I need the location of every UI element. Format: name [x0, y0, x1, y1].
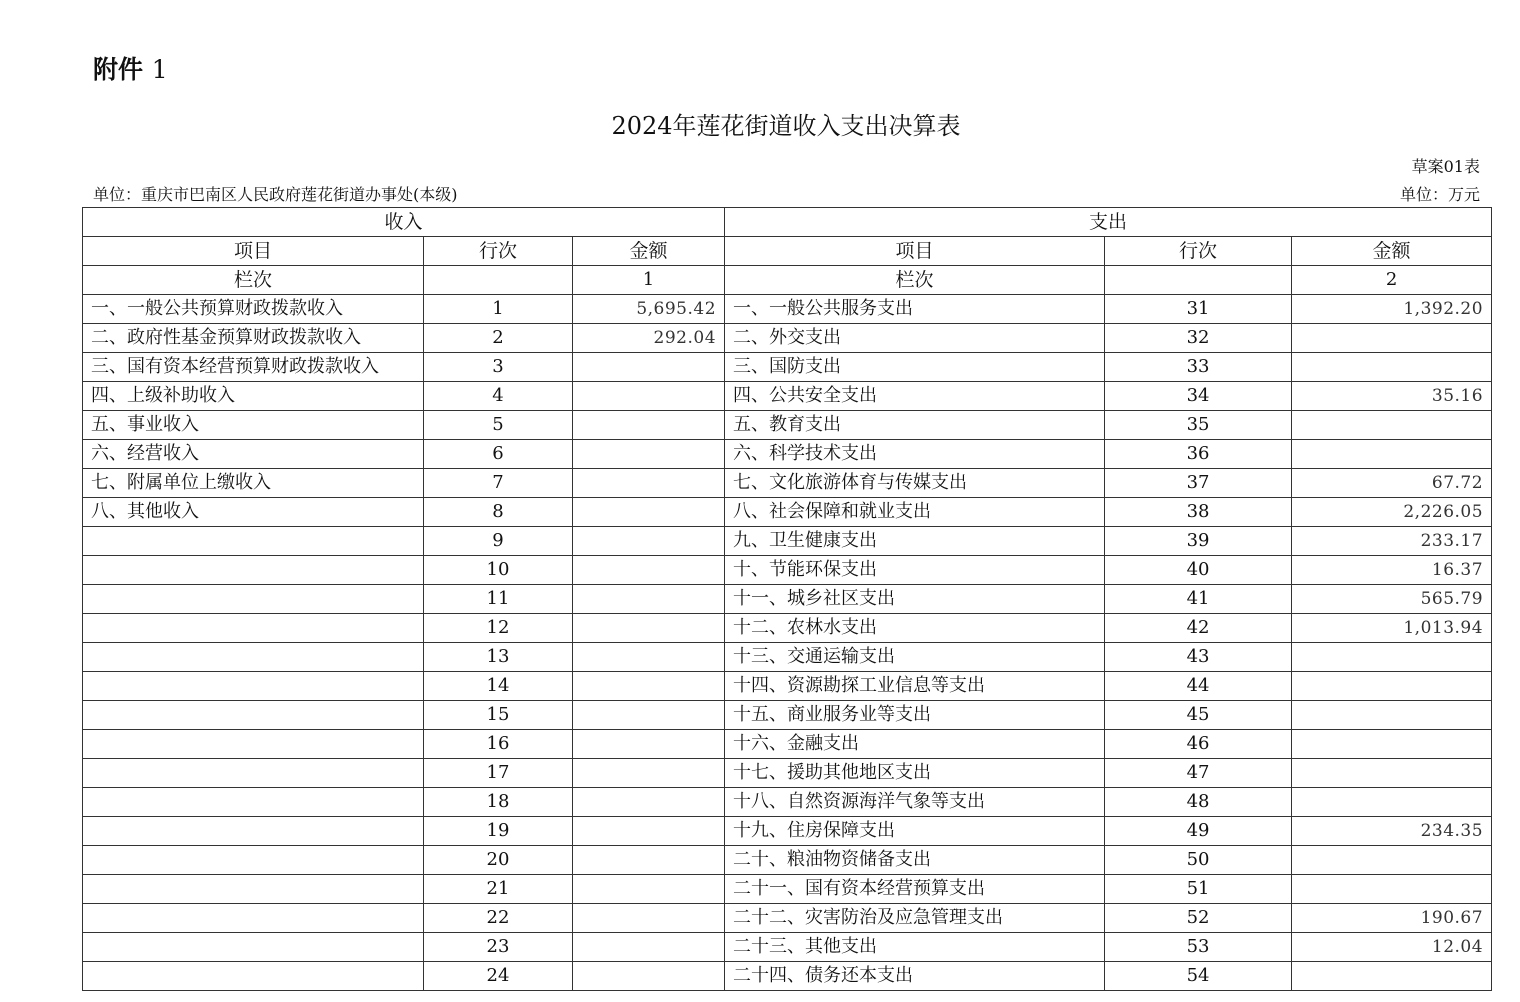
- income-item-cell: 八、其他收入: [83, 498, 424, 527]
- income-line-cell: 20: [424, 846, 573, 875]
- income-amount-cell: [573, 962, 725, 991]
- expense-line-cell: 42: [1105, 614, 1292, 643]
- income-line-cell: 15: [424, 701, 573, 730]
- expense-amount-header: 金额: [1292, 237, 1492, 266]
- table-row: [83, 672, 1492, 701]
- expense-line-cell: 49: [1105, 817, 1292, 846]
- expense-item-cell: 十五、商业服务业等支出: [725, 701, 1105, 730]
- expense-amount-cell: [1292, 701, 1492, 730]
- expense-line-cell: 32: [1105, 324, 1292, 353]
- income-line-cell: 6: [424, 440, 573, 469]
- income-amount-cell: [573, 411, 725, 440]
- income-line-cell: 23: [424, 933, 573, 962]
- expense-line-cell: 54: [1105, 962, 1292, 991]
- expense-item-cell: 十四、资源勘探工业信息等支出: [725, 672, 1105, 701]
- table-row: [83, 875, 1492, 904]
- income-item-cell: [83, 875, 424, 904]
- income-line-cell: 22: [424, 904, 573, 933]
- table-row: [83, 295, 1492, 324]
- expense-line-cell: 41: [1105, 585, 1292, 614]
- expense-item-cell: 二十一、国有资本经营预算支出: [725, 875, 1105, 904]
- income-amount-cell: [573, 382, 725, 411]
- table-row: [83, 614, 1492, 643]
- expense-amount-cell: [1292, 962, 1492, 991]
- income-amount-cell: 292.04: [573, 324, 725, 353]
- income-item-cell: [83, 933, 424, 962]
- expense-item-cell: 十八、自然资源海洋气象等支出: [725, 788, 1105, 817]
- expense-line-cell: 38: [1105, 498, 1292, 527]
- table-row: [83, 382, 1492, 411]
- income-line-cell: 4: [424, 382, 573, 411]
- table-row: [83, 962, 1492, 991]
- income-amount-cell: [573, 527, 725, 556]
- expense-line-cell: 35: [1105, 411, 1292, 440]
- income-item-cell: [83, 643, 424, 672]
- column-header-row: [83, 237, 1492, 266]
- income-line-cell: 3: [424, 353, 573, 382]
- expense-item-cell: 十六、金融支出: [725, 730, 1105, 759]
- income-item-cell: [83, 614, 424, 643]
- form-number: 草案01表: [1411, 157, 1480, 176]
- income-item-cell: [83, 759, 424, 788]
- income-item-cell: [83, 585, 424, 614]
- income-item-header: 项目: [83, 237, 424, 266]
- income-amount-cell: [573, 498, 725, 527]
- income-amount-cell: [573, 759, 725, 788]
- income-item-cell: [83, 730, 424, 759]
- income-section-header: 收入: [83, 208, 725, 237]
- expense-line-cell: 40: [1105, 556, 1292, 585]
- income-line-cell: 9: [424, 527, 573, 556]
- table-row: [83, 411, 1492, 440]
- expense-item-cell: 十七、援助其他地区支出: [725, 759, 1105, 788]
- expense-amount-cell: [1292, 440, 1492, 469]
- income-line-cell: 13: [424, 643, 573, 672]
- expense-column-number: 2: [1292, 266, 1492, 295]
- income-line-cell: 2: [424, 324, 573, 353]
- income-amount-cell: [573, 469, 725, 498]
- expense-amount-cell: [1292, 759, 1492, 788]
- expense-item-cell: 十二、农林水支出: [725, 614, 1105, 643]
- document-title: 2024年莲花街道收入支出决算表: [611, 112, 961, 140]
- income-amount-cell: [573, 788, 725, 817]
- expense-item-cell: 六、科学技术支出: [725, 440, 1105, 469]
- column-number-row: [83, 266, 1492, 295]
- income-item-cell: [83, 846, 424, 875]
- expense-amount-cell: 12.04: [1292, 933, 1492, 962]
- income-item-cell: 七、附属单位上缴收入: [83, 469, 424, 498]
- expense-item-cell: 九、卫生健康支出: [725, 527, 1105, 556]
- expense-amount-cell: 2,226.05: [1292, 498, 1492, 527]
- table-row: [83, 701, 1492, 730]
- income-item-cell: 四、上级补助收入: [83, 382, 424, 411]
- income-line-header: 行次: [424, 237, 573, 266]
- expense-line-cell: 31: [1105, 295, 1292, 324]
- income-amount-cell: [573, 440, 725, 469]
- income-amount-cell: [573, 846, 725, 875]
- expense-item-cell: 四、公共安全支出: [725, 382, 1105, 411]
- expense-amount-cell: 67.72: [1292, 469, 1492, 498]
- expense-item-cell: 三、国防支出: [725, 353, 1105, 382]
- expense-item-header: 项目: [725, 237, 1105, 266]
- income-item-cell: [83, 817, 424, 846]
- income-line-cell: 21: [424, 875, 573, 904]
- table-row: [83, 498, 1492, 527]
- expense-line-cell: 44: [1105, 672, 1292, 701]
- expense-item-cell: 二十、粮油物资储备支出: [725, 846, 1105, 875]
- table-row: [83, 817, 1492, 846]
- income-item-cell: [83, 701, 424, 730]
- expense-amount-cell: [1292, 730, 1492, 759]
- expense-amount-cell: 565.79: [1292, 585, 1492, 614]
- income-amount-header: 金额: [573, 237, 725, 266]
- income-item-cell: 三、国有资本经营预算财政拨款收入: [83, 353, 424, 382]
- income-line-cell: 12: [424, 614, 573, 643]
- income-line-cell: 16: [424, 730, 573, 759]
- income-column-label: 栏次: [83, 266, 424, 295]
- currency-unit: 单位：万元: [1399, 185, 1480, 204]
- expense-item-cell: 二十二、灾害防治及应急管理支出: [725, 904, 1105, 933]
- expense-item-cell: 二十四、债务还本支出: [725, 962, 1105, 991]
- table-row: [83, 933, 1492, 962]
- expense-line-cell: 36: [1105, 440, 1292, 469]
- income-item-cell: [83, 962, 424, 991]
- expense-amount-cell: [1292, 672, 1492, 701]
- income-column-blank: [424, 266, 573, 295]
- expense-item-cell: 五、教育支出: [725, 411, 1105, 440]
- expense-item-cell: 十三、交通运输支出: [725, 643, 1105, 672]
- expense-amount-cell: 190.67: [1292, 904, 1492, 933]
- table-row: [83, 556, 1492, 585]
- expense-line-cell: 39: [1105, 527, 1292, 556]
- expense-line-cell: 48: [1105, 788, 1292, 817]
- table-row: [83, 904, 1492, 933]
- income-line-cell: 1: [424, 295, 573, 324]
- expense-amount-cell: 16.37: [1292, 556, 1492, 585]
- income-amount-cell: [573, 614, 725, 643]
- expense-line-cell: 53: [1105, 933, 1292, 962]
- expense-item-cell: 十一、城乡社区支出: [725, 585, 1105, 614]
- income-line-cell: 17: [424, 759, 573, 788]
- expense-line-cell: 34: [1105, 382, 1292, 411]
- attachment-label: [93, 50, 168, 86]
- expense-amount-cell: [1292, 411, 1492, 440]
- attachment-number: 1: [151, 55, 168, 84]
- expense-line-cell: 51: [1105, 875, 1292, 904]
- expense-item-cell: 七、文化旅游体育与传媒支出: [725, 469, 1105, 498]
- attachment-text: 附件: [93, 55, 144, 84]
- expense-line-cell: 50: [1105, 846, 1292, 875]
- expense-amount-cell: [1292, 324, 1492, 353]
- table-row: [83, 730, 1492, 759]
- expense-item-cell: 一、一般公共服务支出: [725, 295, 1105, 324]
- income-line-cell: 5: [424, 411, 573, 440]
- table-row: [83, 353, 1492, 382]
- expense-amount-cell: 35.16: [1292, 382, 1492, 411]
- income-line-cell: 19: [424, 817, 573, 846]
- expense-item-cell: 二、外交支出: [725, 324, 1105, 353]
- income-line-cell: 8: [424, 498, 573, 527]
- income-item-cell: [83, 788, 424, 817]
- expense-line-cell: 46: [1105, 730, 1292, 759]
- income-amount-cell: [573, 904, 725, 933]
- income-expense-table: [82, 207, 1492, 991]
- expense-column-label: 栏次: [725, 266, 1105, 295]
- expense-section-header: 支出: [725, 208, 1492, 237]
- expense-amount-cell: 1,392.20: [1292, 295, 1492, 324]
- reporting-unit: 单位：重庆市巴南区人民政府莲花街道办事处(本级): [93, 185, 458, 204]
- income-item-cell: 六、经营收入: [83, 440, 424, 469]
- expense-amount-cell: [1292, 788, 1492, 817]
- income-amount-cell: [573, 585, 725, 614]
- expense-amount-cell: [1292, 875, 1492, 904]
- expense-amount-cell: [1292, 846, 1492, 875]
- income-item-cell: [83, 672, 424, 701]
- table-row: [83, 846, 1492, 875]
- table-row: [83, 788, 1492, 817]
- income-amount-cell: [573, 701, 725, 730]
- income-item-cell: [83, 527, 424, 556]
- expense-amount-cell: [1292, 353, 1492, 382]
- expense-item-cell: 二十三、其他支出: [725, 933, 1105, 962]
- income-amount-cell: [573, 353, 725, 382]
- expense-line-cell: 37: [1105, 469, 1292, 498]
- income-item-cell: [83, 556, 424, 585]
- income-amount-cell: [573, 556, 725, 585]
- income-amount-cell: [573, 730, 725, 759]
- expense-amount-cell: 233.17: [1292, 527, 1492, 556]
- table-row: [83, 324, 1492, 353]
- expense-column-blank: [1105, 266, 1292, 295]
- income-line-cell: 14: [424, 672, 573, 701]
- table-row: [83, 585, 1492, 614]
- expense-line-cell: 43: [1105, 643, 1292, 672]
- income-amount-cell: [573, 875, 725, 904]
- table-row: [83, 527, 1492, 556]
- expense-item-cell: 十九、住房保障支出: [725, 817, 1105, 846]
- expense-line-header: 行次: [1105, 237, 1292, 266]
- section-header-row: [83, 208, 1492, 237]
- expense-line-cell: 52: [1105, 904, 1292, 933]
- expense-line-cell: 33: [1105, 353, 1292, 382]
- table-row: [83, 469, 1492, 498]
- income-item-cell: [83, 904, 424, 933]
- expense-line-cell: 47: [1105, 759, 1292, 788]
- expense-line-cell: 45: [1105, 701, 1292, 730]
- income-amount-cell: [573, 817, 725, 846]
- expense-item-cell: 八、社会保障和就业支出: [725, 498, 1105, 527]
- expense-amount-cell: 234.35: [1292, 817, 1492, 846]
- expense-amount-cell: [1292, 643, 1492, 672]
- income-line-cell: 24: [424, 962, 573, 991]
- income-amount-cell: [573, 933, 725, 962]
- table-row: [83, 759, 1492, 788]
- income-line-cell: 7: [424, 469, 573, 498]
- expense-item-cell: 十、节能环保支出: [725, 556, 1105, 585]
- income-amount-cell: 5,695.42: [573, 295, 725, 324]
- income-amount-cell: [573, 672, 725, 701]
- table-row: [83, 643, 1492, 672]
- income-column-number: 1: [573, 266, 725, 295]
- income-line-cell: 11: [424, 585, 573, 614]
- income-line-cell: 18: [424, 788, 573, 817]
- income-item-cell: 五、事业收入: [83, 411, 424, 440]
- income-item-cell: 一、一般公共预算财政拨款收入: [83, 295, 424, 324]
- income-item-cell: 二、政府性基金预算财政拨款收入: [83, 324, 424, 353]
- table-row: [83, 440, 1492, 469]
- income-line-cell: 10: [424, 556, 573, 585]
- income-amount-cell: [573, 643, 725, 672]
- expense-amount-cell: 1,013.94: [1292, 614, 1492, 643]
